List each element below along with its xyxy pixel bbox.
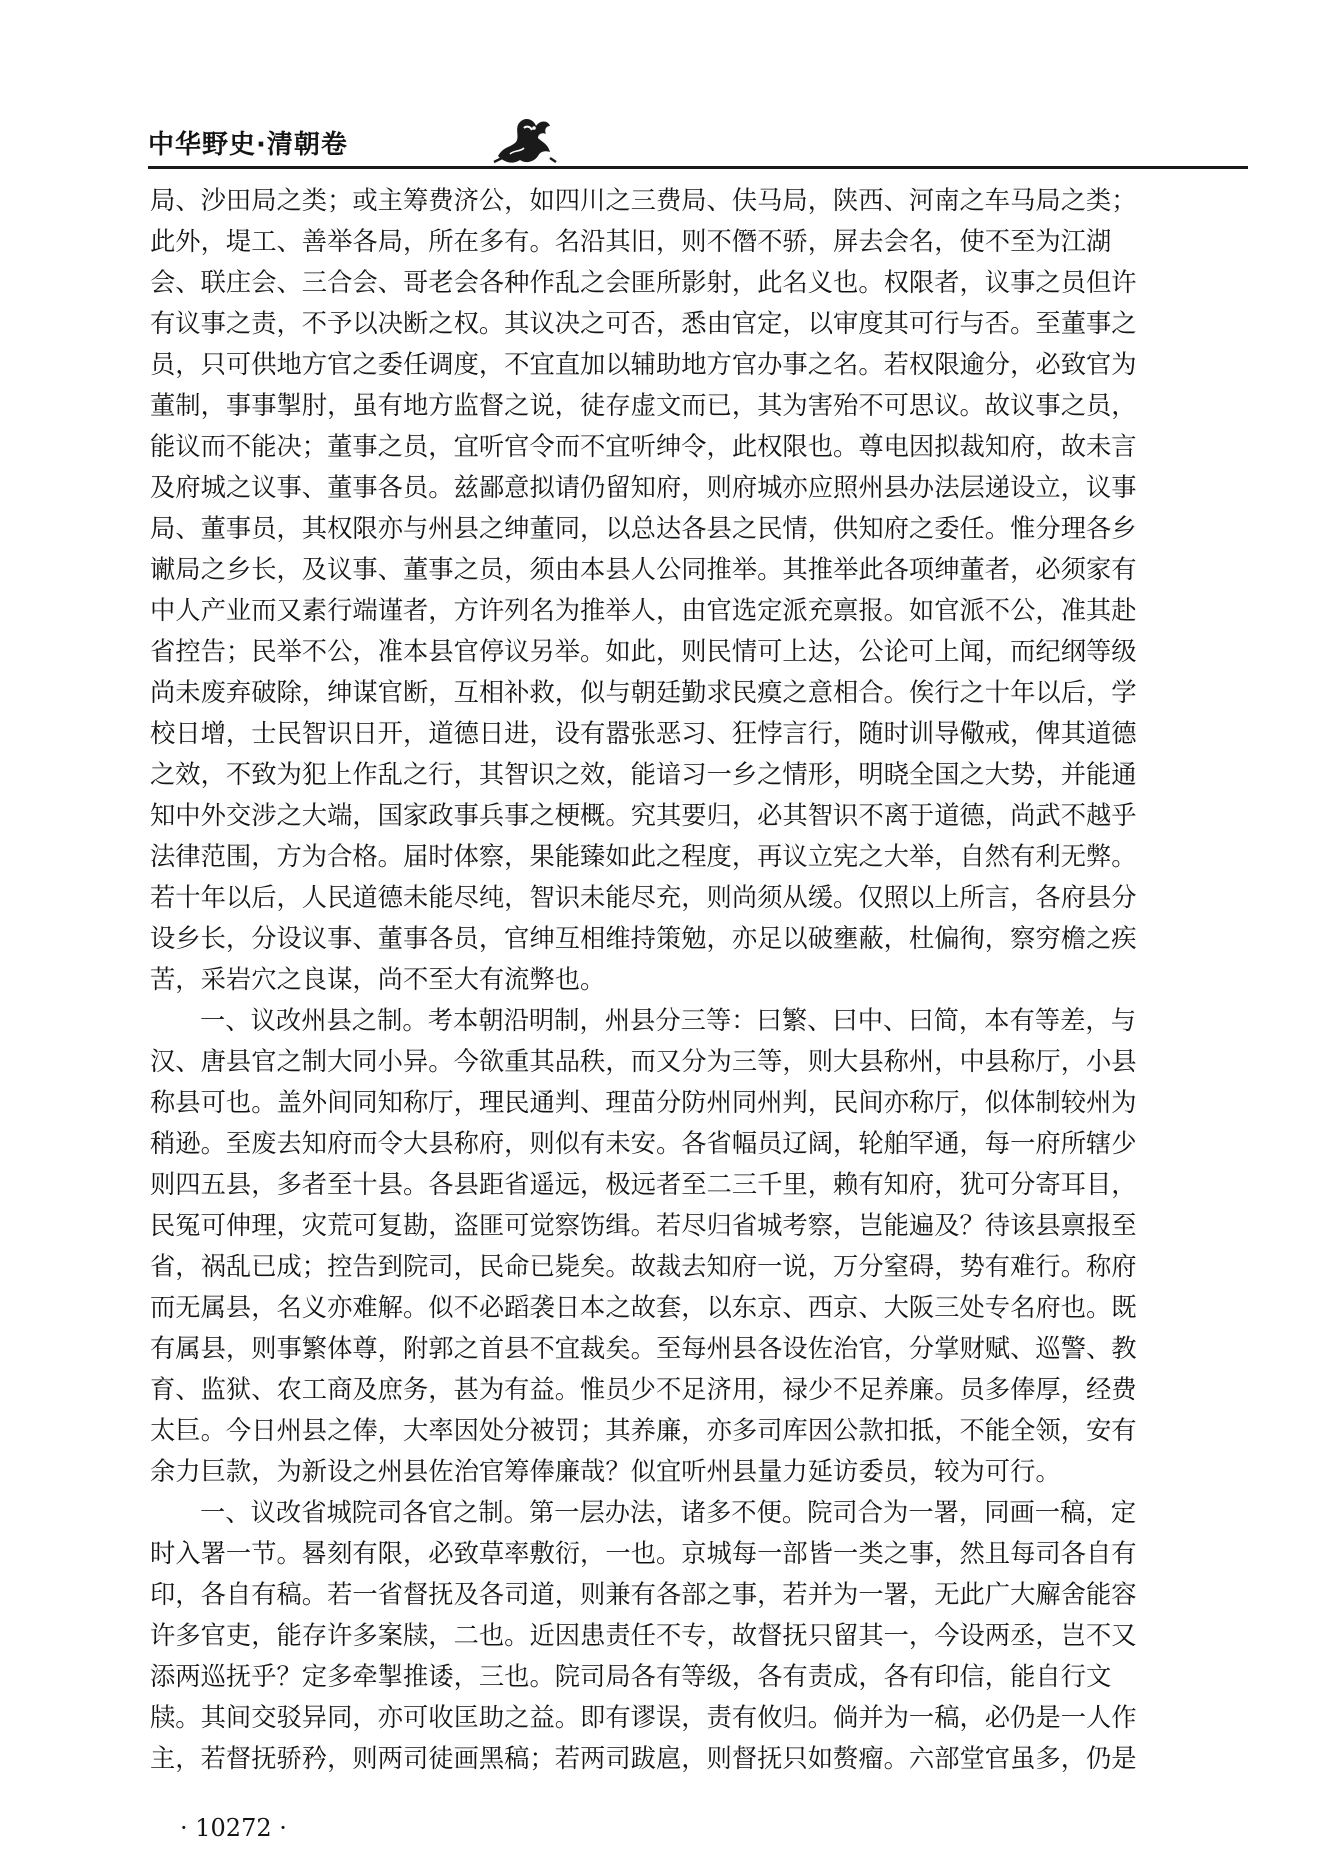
text-line: 则四五县，多者至十县。各县距省遥远，极远者至二三千里，赖有知府，犹可分寄耳目， <box>150 1170 1137 1199</box>
text-line: 局、沙田局之类；或主筹费济公，如四川之三费局、伕马局，陕西、河南之车马局之类； <box>150 186 1137 215</box>
page-number: · 10272 · <box>180 1814 287 1842</box>
text-line: 会、联庄会、三合会、哥老会各种作乱之会匪所影射，此名义也。权限者，议事之员但许 <box>150 268 1137 297</box>
text-line: 设乡长，分设议事、董事各员，官绅互相维持策勉，亦足以破壅蔽，杜偏徇，察穷檐之疾 <box>150 924 1137 953</box>
text-line: 主，若督抚骄矜，则两司徒画黑稿；若两司跋扈，则督抚只如赘瘤。六部堂官虽多，仍是 <box>150 1744 1137 1773</box>
text-line: 余力巨款，为新设之州县佐治官筹俸廉哉？似宜听州县量力延访委员，较为可行。 <box>150 1457 1061 1486</box>
text-line: 而无属县，名义亦难解。似不必蹈袭日本之故套，以东京、西京、大阪三处专名府也。既 <box>150 1293 1137 1322</box>
text-line: 一、议改省城院司各官之制。第一层办法，诸多不便。院司合为一署，同画一稿，定 <box>200 1498 1136 1527</box>
dragon-emblem-icon <box>490 110 558 168</box>
text-line: 许多官吏，能存许多案牍，二也。近因患责任不专，故督抚只留其一，今设两丞，岂不又 <box>150 1621 1137 1650</box>
text-line: 之效，不致为犯上作乱之行，其智识之效，能谙习一乡之情形，明晓全国之大势，并能通 <box>150 760 1137 789</box>
text-line: 省，祸乱已成；控告到院司，民命已毙矣。故裁去知府一说，万分窒碍，势有难行。称府 <box>150 1252 1137 1281</box>
text-line: 员，只可供地方官之委任调度，不宜直加以辅助地方官办事之名。若权限逾分，必致官为 <box>150 350 1137 379</box>
text-line: 若十年以后，人民道德未能尽纯，智识未能尽充，则尚须从缓。仅照以上所言，各府县分 <box>150 883 1137 912</box>
text-line: 有议事之责，不予以决断之权。其议决之可否，悉由官定，以审度其可行与否。至董事之 <box>150 309 1137 338</box>
text-line: 省控告；民举不公，准本县官停议另举。如此，则民情可上达，公论可上闻，而纪纲等级 <box>150 637 1137 666</box>
text-line: 太巨。今日州县之俸，大率因处分被罚；其养廉，亦多司库因公款扣抵，不能全领，安有 <box>150 1416 1137 1445</box>
book-title: 中华野史·清朝卷 <box>148 130 348 160</box>
text-line: 能议而不能决；董事之员，宜听官令而不宜听绅令，此权限也。尊电因拟裁知府，故未言 <box>150 432 1137 461</box>
text-line: 苦，采岩穴之良谋，尚不至大有流弊也。 <box>150 965 606 994</box>
text-line: 一、议改州县之制。考本朝沿明制，州县分三等：曰繁、曰中、曰简，本有等差，与 <box>200 1006 1136 1035</box>
text-line: 中人产业而又素行端谨者，方许列名为推举人，由官选定派充禀报。如官派不公，准其赴 <box>150 596 1137 625</box>
text-line: 谳局之乡长，及议事、董事之员，须由本县人公同推举。其推举此各项绅董者，必须家有 <box>150 555 1137 584</box>
text-line: 添两巡抚乎？定多牵掣推诿，三也。院司局各有等级，各有责成，各有印信，能自行文 <box>150 1662 1112 1691</box>
text-line: 汉、唐县官之制大同小异。今欲重其品秩，而又分为三等，则大县称州，中县称厅，小县 <box>150 1047 1137 1076</box>
text-line: 时入署一节。晷刻有限，必致草率敷衍，一也。京城每一部皆一类之事，然且每司各自有 <box>150 1539 1137 1568</box>
page-header <box>148 108 1248 168</box>
text-line: 尚未废弃破除，绅谋官断，互相补救，似与朝廷勤求民瘼之意相合。俟行之十年以后，学 <box>150 678 1137 707</box>
text-line: 民冤可伸理，灾荒可复勘，盗匪可觉察饬缉。若尽归省城考察，岂能遍及？待该县禀报至 <box>150 1211 1137 1240</box>
text-line: 称县可也。盖外间同知称厅，理民通判、理苗分防州同州判，民间亦称厅，似体制较州为 <box>150 1088 1137 1117</box>
text-line: 局、董事员，其权限亦与州县之绅董同，以总达各县之民情，供知府之委任。惟分理各乡 <box>150 514 1137 543</box>
text-line: 校日增，士民智识日开，道德日进，设有嚣张恶习、狂悖言行，随时训导儆戒，俾其道德 <box>150 719 1137 748</box>
text-line: 有属县，则事繁体尊，附郭之首县不宜裁矣。至每州县各设佐治官，分掌财赋、巡警、教 <box>150 1334 1137 1363</box>
text-line: 董制，事事掣肘，虽有地方监督之说，徒存虚文而已，其为害殆不可思议。故议事之员， <box>150 391 1137 420</box>
text-line: 此外，堤工、善举各局，所在多有。名沿其旧，则不僭不骄，屏去会名，使不至为江湖 <box>150 227 1112 256</box>
text-line: 育、监狱、农工商及庶务，甚为有益。惟员少不足济用，禄少不足养廉。员多俸厚，经费 <box>150 1375 1137 1404</box>
text-line: 印，各自有稿。若一省督抚及各司道，则兼有各部之事，若并为一署，无此广大廨舍能容 <box>150 1580 1137 1609</box>
text-line: 法律范围，方为合格。届时体察，果能臻如此之程度，再议立宪之大举，自然有利无弊。 <box>150 842 1137 871</box>
text-line: 知中外交涉之大端，国家政事兵事之梗概。究其要归，必其智识不离于道德，尚武不越乎 <box>150 801 1137 830</box>
body-text <box>150 180 1248 1779</box>
header-rule <box>148 166 1248 169</box>
text-line: 牍。其间交驳异同，亦可收匡助之益。即有谬误，责有攸归。倘并为一稿，必仍是一人作 <box>150 1703 1137 1732</box>
text-line: 及府城之议事、董事各员。兹鄙意拟请仍留知府，则府城亦应照州县办法层递设立，议事 <box>150 473 1137 502</box>
text-line: 稍逊。至废去知府而令大县称府，则似有未安。各省幅员辽阔，轮舶罕通，每一府所辖少 <box>150 1129 1137 1158</box>
